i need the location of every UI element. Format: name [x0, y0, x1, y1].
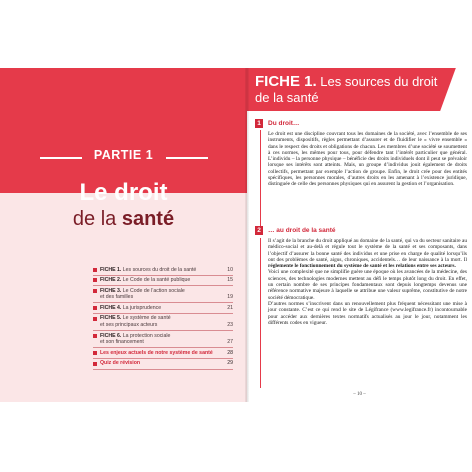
- toc-item[interactable]: [93, 303, 233, 314]
- section-number-badge: 1: [255, 119, 263, 128]
- section-number-badge: 2: [255, 226, 263, 235]
- toc-text: Le Code de la santé publique: [121, 277, 191, 284]
- bullet-square-icon: [93, 268, 97, 272]
- toc-prefix: FICHE 5.: [100, 315, 122, 322]
- bullet-square-icon: [93, 351, 97, 355]
- fiche-title: [255, 74, 455, 105]
- part-label: PARTIE 1: [93, 148, 154, 162]
- part-title-sub: [0, 208, 247, 230]
- toc-text: Les sources du droit de la santé: [121, 266, 197, 273]
- paragraph-text: Il s’agit de la branche du droit appliqué au domaine de la santé, qui va du secteur sanitaire au médico-social et au-delà et régule tout le système de la santé et ses composants, dans l’objectif d’assurer la bonne santé des individus et une prise en charge de qualité lorsqu’ils ont des problèmes de santé, aigus, chroniques, accidentels… de leur naissance à la mort. Il: [268, 238, 467, 263]
- toc-text: Le Code de l’action sociale: [121, 287, 185, 294]
- part-title-sub-strong: santé: [121, 208, 175, 230]
- bullet-square-icon: [93, 278, 97, 282]
- section-paragraph: Le droit est une discipline couvrant tous les domaines de la société, avec l’ensemble de ses instruments, dispositifs, règles permettant d’assurer et de fluidifier le « vivre ensemble » dans le respect des droits et obligations de chacun. Les membres d’une société se soumettent à ces normes, les mêmes pour tous, pour défendre tant l’intérêt particulier que général. L’individu – la personne physique – bénéficie des droits individuels dont il peut se prévaloir lorsque ses intérêts sont atteints. Mais, un groupe d’individus jouit également de droits collectifs, permettant par exemple l’action de groupe. Enfin, le droit crée pour des entités spécifiques, les personnes morales, d’autres droits en les amenant à l’existence juridique, distinguée de celle des personnes physiques qui en assurent la gestion et l’organisation.: [268, 131, 467, 188]
- toc-item-quiz[interactable]: [93, 359, 233, 370]
- bullet-square-icon: [93, 306, 97, 310]
- bullet-square-icon: [93, 317, 97, 321]
- toc-item[interactable]: [93, 314, 233, 331]
- section-title: Du droit…: [268, 119, 300, 127]
- toc-text-line2: et son financement: [100, 339, 144, 346]
- toc-prefix: FICHE 4.: [100, 304, 122, 311]
- toc-prefix: FICHE 6.: [100, 332, 122, 339]
- part-title-sub-light: de la: [72, 208, 122, 230]
- toc-prefix: FICHE 3.: [100, 287, 122, 294]
- toc-prefix: FICHE 1.: [100, 266, 122, 273]
- toc-text-line2: et des familles: [100, 294, 134, 301]
- toc-page: 10: [227, 266, 233, 273]
- book-spread: [0, 68, 472, 402]
- toc-item-enjeux[interactable]: [93, 348, 233, 359]
- fiche-title-line2: de la santé: [255, 89, 319, 105]
- toc-text: La jurisprudence: [121, 304, 162, 311]
- toc-item[interactable]: [93, 286, 233, 303]
- paragraph-bold-run: réglemente le fonctionnement du système de santé et les relations entre ses acteurs.: [268, 263, 456, 270]
- part-title-main: Le droit: [79, 179, 168, 206]
- bullet-square-icon: [93, 289, 97, 293]
- toc-page: 21: [227, 304, 233, 311]
- toc-text-line2: et ses principaux acteurs: [100, 322, 158, 329]
- toc-item[interactable]: [93, 265, 233, 276]
- toc-text: Quiz de révision: [100, 360, 141, 367]
- book-spine-shadow: [245, 68, 249, 402]
- bullet-square-icon: [93, 362, 97, 366]
- section-paragraph: D’autres normes s’inscrivent dans un renouvellement plus fréquent nécessitant une mise à jour constante. C’est ce qui rend le site de Légifrance (www.legifrance.fr) incontournable pour accéder aux dernières textes normatifs actualisés au jour le jour, notamment les différents codes en vigueur.: [268, 300, 467, 326]
- toc-item[interactable]: [93, 331, 233, 348]
- section-header: [255, 118, 467, 128]
- bullet-square-icon: [93, 334, 97, 338]
- section-paragraph: [255, 238, 467, 269]
- toc-page: 27: [227, 339, 233, 346]
- section-2: [255, 225, 467, 326]
- toc-page: 29: [227, 360, 233, 367]
- toc-prefix: FICHE 2.: [100, 277, 122, 284]
- part-header-band: [0, 68, 247, 193]
- left-page: [0, 68, 247, 402]
- fiche-title-rest: Les sources du droit: [316, 74, 438, 89]
- toc-page: 15: [227, 277, 233, 284]
- toc-page: 19: [227, 294, 233, 301]
- section-paragraph: Voici une complexité que ne simplifie guère une époque où les avancées de la médecine, des sciences, des technologies modernes mettent au défi le temps plutôt long du droit. En effet, un certain nombre de ses principes fondamentaux sont depuis longtemps devenus une référence normative majeure à laquelle se attribue une valeur suprême, constitutive de notre société démocratique.: [268, 269, 467, 301]
- toc-text: Les enjeux actuels de notre système de santé: [100, 349, 213, 356]
- table-of-contents: [93, 265, 233, 370]
- toc-page: 23: [227, 322, 233, 329]
- section-title: … au droit de la santé: [268, 226, 336, 234]
- toc-text: La protection sociale: [121, 332, 171, 339]
- section-header: [255, 225, 467, 235]
- page-number: – 10 –: [353, 392, 366, 397]
- fiche-title-strong: FICHE 1.: [255, 73, 317, 90]
- right-page: [247, 68, 472, 402]
- toc-item[interactable]: [93, 276, 233, 287]
- toc-page: 28: [227, 349, 233, 356]
- section-1: [255, 118, 467, 188]
- toc-text: Le système de santé: [121, 315, 171, 322]
